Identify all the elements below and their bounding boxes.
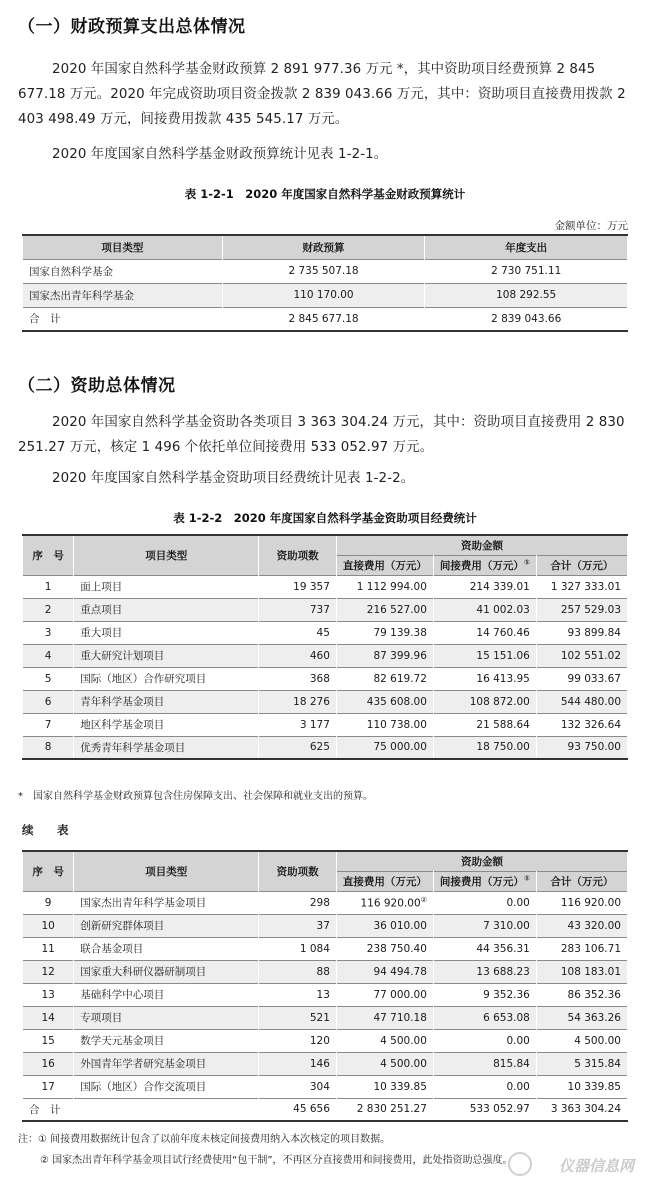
table-row: 16 外国青年学者研究基金项目 146 4 500.00 815.84 5 315.84	[23, 1052, 628, 1075]
table3-note-1: 注：① 间接费用数据统计包含了以前年度未核定间接费用纳入本次核定的项目数据。	[18, 1134, 391, 1145]
table2-caption: 表 1-2-2 2020 年度国家自然科学基金资助项目经费统计	[173, 511, 477, 525]
table-row: 2 重点项目 737 216 527.00 41 002.03 257 529.03	[23, 598, 628, 621]
table1-header-expense: 年度支出	[425, 235, 628, 259]
continued-label: 续 表	[22, 823, 75, 837]
footnote-marker: ②	[420, 895, 427, 904]
table3-note-2: ② 国家杰出青年科学基金项目试行经费使用“包干制”，不再区分直接费用和间接费用，此处指资助总强度。	[40, 1155, 513, 1166]
table3-header-amount: 资助金额	[336, 851, 627, 871]
table1-caption: 表 1-2-1 2020 年度国家自然科学基金财政预算统计	[184, 187, 466, 201]
table2-header-direct: 直接费用（万元）	[336, 555, 433, 575]
table3-header-seq: 序 号	[23, 851, 74, 891]
table-row: 1 面上项目 19 357 1 112 994.00 214 339.01 1 327 333.01	[23, 575, 628, 598]
table-row: 12 国家重大科研仪器研制项目 88 94 494.78 13 688.23 108 183.01	[23, 960, 628, 983]
table-row: 3 重大项目 45 79 139.38 14 760.46 93 899.84	[23, 621, 628, 644]
table-row: 国家杰出青年科学基金 110 170.00 108 292.55	[23, 283, 628, 307]
table1-header-type: 项目类型	[23, 235, 223, 259]
table-row: 17 国际（地区）合作交流项目 304 10 339.85 0.00 10 339.85	[23, 1075, 628, 1098]
table-row: 14 专项项目 521 47 710.18 6 653.08 54 363.26	[23, 1006, 628, 1029]
table2	[22, 534, 628, 760]
table-row: 8 优秀青年科学基金项目 625 75 000.00 18 750.00 93 750.00	[23, 736, 628, 759]
table2-header-amount: 资助金额	[336, 535, 627, 555]
table-row: 9 国家杰出青年科学基金项目 298 116 920.00② 0.00 116 920.00	[23, 891, 628, 914]
watermark: 仪器信息网	[558, 1157, 634, 1175]
table-row: 合 计 2 845 677.18 2 839 043.66	[23, 307, 628, 331]
table2-header-total: 合计（万元）	[536, 555, 627, 575]
table-row: 10 创新研究群体项目 37 36 010.00 7 310.00 43 320.00	[23, 914, 628, 937]
section2-title: （二）资助总体情况	[18, 376, 176, 396]
table1-unit: 金额单位：万元	[554, 220, 628, 232]
table-row: 6 青年科学基金项目 18 276 435 608.00 108 872.00 544 480.00	[23, 690, 628, 713]
section1-paragraph-1: 2020 年国家自然科学基金财政预算 2 891 977.36 万元 *，其中资助项目经费预算 2 845 677.18 万元。2020 年完成资助项目资金拨款 2 839 043.66 万元，其中：资助项目直接费用拨款 2 403 498.49 万元，间接费用拨款 435 545.17 万元。	[18, 62, 626, 127]
table3-header-indirect: 间接费用（万元）①	[433, 871, 536, 891]
section2-paragraph-1: 2020 年国家自然科学基金资助各类项目 3 363 304.24 万元，其中：资助项目直接费用 2 830 251.27 万元，核定 1 496 个依托单位间接费用 533 052.97 万元。	[18, 415, 625, 455]
table2-header-indirect: 间接费用（万元）①	[433, 555, 536, 575]
table-row: 国家自然科学基金 2 735 507.18 2 730 751.11	[23, 259, 628, 283]
table-row: 13 基础科学中心项目 13 77 000.00 9 352.36 86 352.36	[23, 983, 628, 1006]
table2-footnote: * 国家自然科学基金财政预算包含住房保障支出、社会保障和就业支出的预算。	[18, 791, 373, 802]
table-total-row: 合 计 45 656 2 830 251.27 533 052.97 3 363 304.24	[23, 1098, 628, 1121]
table2-header-type: 项目类型	[74, 535, 259, 575]
table1	[22, 234, 628, 332]
table3-header-type: 项目类型	[74, 851, 259, 891]
table3	[22, 850, 628, 1122]
table-row: 15 数学天元基金项目 120 4 500.00 0.00 4 500.00	[23, 1029, 628, 1052]
table-row: 11 联合基金项目 1 084 238 750.40 44 356.31 283 106.71	[23, 937, 628, 960]
watermark-logo-icon	[508, 1152, 532, 1176]
table2-header-seq: 序 号	[23, 535, 74, 575]
table1-header-budget: 财政预算	[222, 235, 425, 259]
section1-paragraph-2: 2020 年度国家自然科学基金财政预算统计见表 1-2-1。	[52, 147, 388, 162]
table-row: 4 重大研究计划项目 460 87 399.96 15 151.06 102 551.02	[23, 644, 628, 667]
table3-header-direct: 直接费用（万元）	[336, 871, 433, 891]
table2-header-count: 资助项数	[259, 535, 337, 575]
section1-title: （一）财政预算支出总体情况	[18, 17, 246, 37]
table-row: 7 地区科学基金项目 3 177 110 738.00 21 588.64 132 326.64	[23, 713, 628, 736]
table3-header-total: 合计（万元）	[536, 871, 627, 891]
table-row: 5 国际（地区）合作研究项目 368 82 619.72 16 413.95 99 033.67	[23, 667, 628, 690]
table3-header-count: 资助项数	[259, 851, 337, 891]
section2-paragraph-2: 2020 年度国家自然科学基金资助项目经费统计见表 1-2-2。	[52, 471, 415, 486]
